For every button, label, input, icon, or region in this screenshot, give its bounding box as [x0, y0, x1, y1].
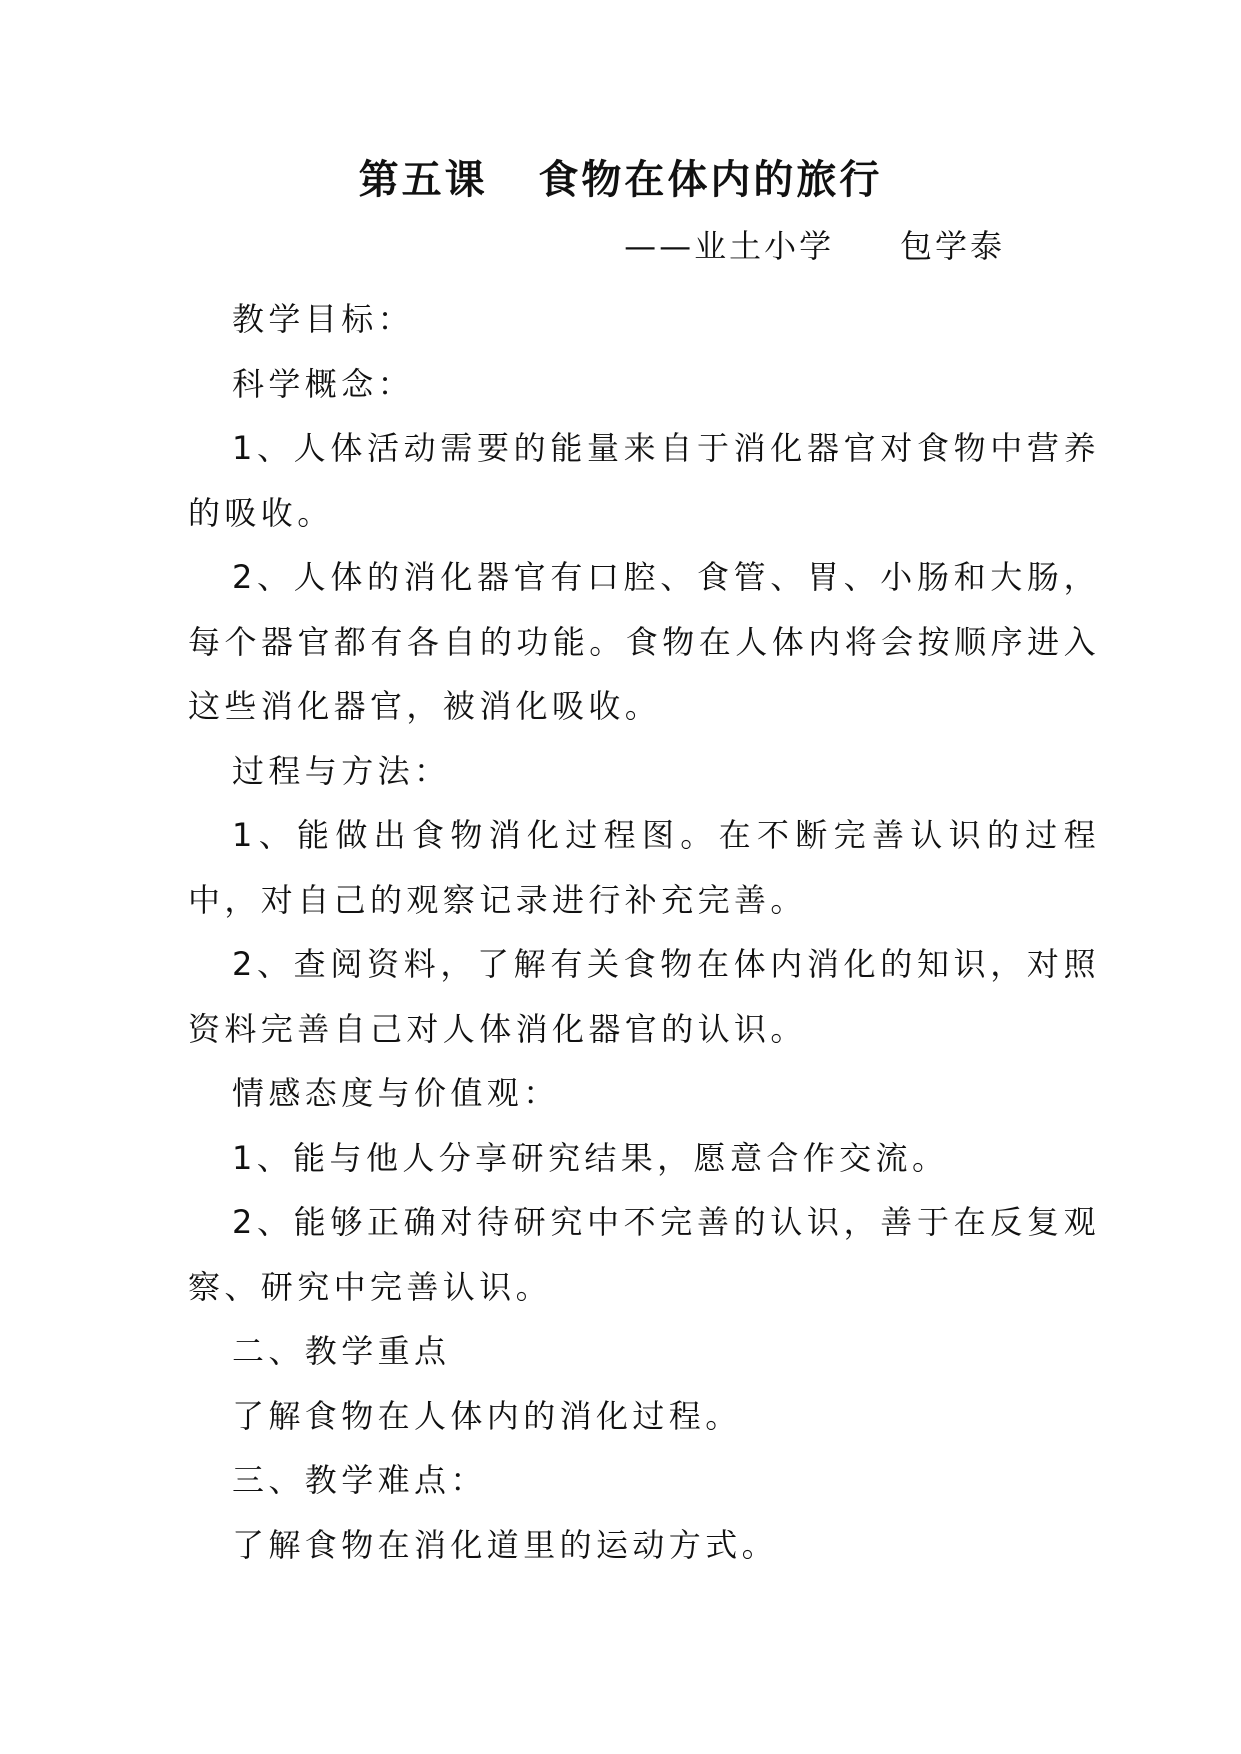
- heading-process-methods: 过程与方法：: [232, 751, 451, 790]
- heading-teaching-focus: 二、教学重点: [232, 1332, 451, 1370]
- paragraph: 1、能与他人分享研究结果，愿意合作交流。: [232, 1138, 949, 1177]
- lesson-title: 第五课 食物在体内的旅行: [358, 156, 883, 203]
- paragraph: 1、人体活动需要的能量来自于消化器官对食物中营养的吸收。: [188, 429, 1100, 532]
- paragraph: 了解食物在人体内的消化过程。: [232, 1396, 742, 1435]
- paragraph: 1、能做出食物消化过程图。在不断完善认识的过程中，对自己的观察记录进行补充完善。: [188, 816, 1100, 919]
- document-body: [188, 287, 1100, 1577]
- heading-science-concepts: 科学概念：: [232, 364, 415, 403]
- heading-teaching-objectives: 教学目标：: [232, 300, 415, 338]
- author-byline: ——业土小学 包学泰: [624, 227, 1005, 265]
- paragraph: 2、查阅资料，了解有关食物在体内消化的知识，对照资料完善自己对人体消化器官的认识。: [188, 945, 1100, 1048]
- paragraph: 2、人体的消化器官有口腔、食管、胃、小肠和大肠，每个器官都有各自的功能。食物在人体内将会按顺序进入这些消化器官，被消化吸收。: [188, 558, 1100, 725]
- paragraph: 了解食物在消化道里的运动方式。: [232, 1525, 779, 1564]
- heading-attitudes-values: 情感态度与价值观：: [232, 1074, 560, 1112]
- paragraph: 2、能够正确对待研究中不完善的认识，善于在反复观察、研究中完善认识。: [188, 1203, 1100, 1306]
- heading-teaching-difficulty: 三、教学难点：: [232, 1461, 487, 1499]
